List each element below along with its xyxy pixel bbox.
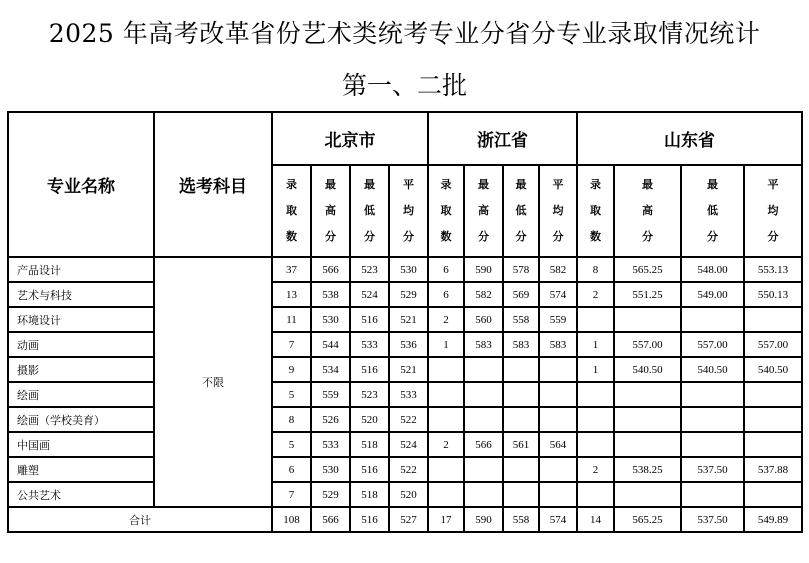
data-cell bbox=[464, 357, 503, 382]
subheader-char: 分 bbox=[767, 230, 779, 243]
data-cell bbox=[681, 382, 744, 407]
data-cell: 529 bbox=[311, 482, 350, 507]
subheader-char: 取 bbox=[590, 204, 601, 217]
data-cell: 6 bbox=[428, 282, 464, 307]
data-cell: 524 bbox=[350, 282, 389, 307]
data-cell: 569 bbox=[503, 282, 539, 307]
data-cell: 566 bbox=[311, 257, 350, 282]
data-cell: 550.13 bbox=[744, 282, 802, 307]
subject-requirement: 不限 bbox=[154, 257, 272, 507]
data-cell: 537.50 bbox=[681, 457, 744, 482]
major-name: 艺术与科技 bbox=[8, 282, 154, 307]
table-row bbox=[8, 307, 802, 332]
data-cell bbox=[503, 407, 539, 432]
data-cell: 13 bbox=[272, 282, 311, 307]
total-label: 合计 bbox=[8, 507, 272, 532]
subheader-char: 均 bbox=[552, 204, 564, 217]
data-cell bbox=[464, 482, 503, 507]
subheader-char: 数 bbox=[286, 230, 297, 243]
total-cell: 565.25 bbox=[614, 507, 681, 532]
subheader-char: 高 bbox=[642, 204, 653, 217]
data-cell bbox=[539, 482, 577, 507]
data-cell: 557.00 bbox=[744, 332, 802, 357]
data-cell: 524 bbox=[389, 432, 428, 457]
data-cell bbox=[614, 307, 681, 332]
data-cell: 538 bbox=[311, 282, 350, 307]
subheader-char: 低 bbox=[364, 204, 375, 217]
data-cell: 520 bbox=[389, 482, 428, 507]
data-cell: 1 bbox=[428, 332, 464, 357]
subheader-char: 平 bbox=[403, 178, 414, 191]
data-cell: 521 bbox=[389, 307, 428, 332]
major-name: 动画 bbox=[8, 332, 154, 357]
data-cell: 533 bbox=[311, 432, 350, 457]
total-cell: 108 bbox=[272, 507, 311, 532]
data-cell: 521 bbox=[389, 357, 428, 382]
data-cell bbox=[503, 457, 539, 482]
data-cell: 540.50 bbox=[614, 357, 681, 382]
subheader-char: 录 bbox=[286, 178, 297, 191]
data-cell bbox=[744, 432, 802, 457]
data-cell bbox=[428, 457, 464, 482]
data-cell bbox=[681, 482, 744, 507]
data-cell bbox=[744, 482, 802, 507]
data-cell: 8 bbox=[272, 407, 311, 432]
data-cell bbox=[577, 382, 614, 407]
subheader-count bbox=[428, 165, 464, 257]
total-cell: 549.89 bbox=[744, 507, 802, 532]
total-cell: 516 bbox=[350, 507, 389, 532]
data-cell: 5 bbox=[272, 382, 311, 407]
subheader-char: 分 bbox=[515, 230, 527, 243]
subheader-char: 分 bbox=[364, 230, 375, 243]
data-cell: 549.00 bbox=[681, 282, 744, 307]
data-cell: 559 bbox=[539, 307, 577, 332]
subheader-char: 录 bbox=[590, 178, 601, 191]
data-cell bbox=[577, 407, 614, 432]
data-cell: 561 bbox=[503, 432, 539, 457]
data-cell: 2 bbox=[428, 432, 464, 457]
table-row bbox=[8, 357, 802, 382]
subheader-char: 低 bbox=[515, 204, 527, 217]
data-cell: 553.13 bbox=[744, 257, 802, 282]
table-row bbox=[8, 457, 802, 482]
data-cell: 530 bbox=[311, 457, 350, 482]
subheader-char: 最 bbox=[364, 178, 375, 191]
data-cell: 559 bbox=[311, 382, 350, 407]
table-row bbox=[8, 432, 802, 457]
data-cell bbox=[428, 407, 464, 432]
admission-table bbox=[7, 111, 803, 533]
data-cell bbox=[577, 482, 614, 507]
data-cell: 583 bbox=[539, 332, 577, 357]
data-cell: 7 bbox=[272, 482, 311, 507]
data-cell: 530 bbox=[389, 257, 428, 282]
page-subtitle: 第一、二批 bbox=[341, 71, 467, 100]
data-cell: 520 bbox=[350, 407, 389, 432]
data-cell: 529 bbox=[389, 282, 428, 307]
data-cell bbox=[464, 382, 503, 407]
data-cell: 516 bbox=[350, 457, 389, 482]
data-cell: 566 bbox=[464, 432, 503, 457]
header-subject: 选考科目 bbox=[154, 112, 272, 257]
data-cell: 582 bbox=[464, 282, 503, 307]
data-cell: 7 bbox=[272, 332, 311, 357]
total-cell: 574 bbox=[539, 507, 577, 532]
data-cell: 534 bbox=[311, 357, 350, 382]
data-cell bbox=[428, 482, 464, 507]
data-cell: 6 bbox=[428, 257, 464, 282]
data-cell: 8 bbox=[577, 257, 614, 282]
data-cell: 516 bbox=[350, 307, 389, 332]
subheader-min bbox=[350, 165, 389, 257]
data-cell bbox=[744, 307, 802, 332]
data-cell bbox=[539, 357, 577, 382]
data-cell: 551.25 bbox=[614, 282, 681, 307]
subheader-char: 最 bbox=[642, 178, 653, 191]
data-cell bbox=[681, 307, 744, 332]
data-cell: 557.00 bbox=[681, 332, 744, 357]
data-cell: 558 bbox=[503, 307, 539, 332]
major-name: 绘画（学校美育） bbox=[8, 407, 154, 432]
data-cell: 583 bbox=[503, 332, 539, 357]
data-cell: 1 bbox=[577, 357, 614, 382]
data-cell: 590 bbox=[464, 257, 503, 282]
data-cell: 583 bbox=[464, 332, 503, 357]
data-cell bbox=[744, 382, 802, 407]
data-cell: 516 bbox=[350, 357, 389, 382]
subheader-char: 低 bbox=[707, 204, 718, 217]
total-cell: 590 bbox=[464, 507, 503, 532]
data-cell: 548.00 bbox=[681, 257, 744, 282]
data-cell: 6 bbox=[272, 457, 311, 482]
header-beijing: 北京市 bbox=[272, 112, 428, 165]
major-name: 环境设计 bbox=[8, 307, 154, 332]
data-cell: 557.00 bbox=[614, 332, 681, 357]
data-cell: 518 bbox=[350, 482, 389, 507]
data-cell bbox=[539, 457, 577, 482]
data-cell: 526 bbox=[311, 407, 350, 432]
data-cell: 9 bbox=[272, 357, 311, 382]
data-cell bbox=[614, 432, 681, 457]
data-cell: 37 bbox=[272, 257, 311, 282]
subheader-char: 数 bbox=[590, 230, 601, 243]
data-cell: 518 bbox=[350, 432, 389, 457]
subheader-char: 分 bbox=[478, 230, 489, 243]
data-cell: 560 bbox=[464, 307, 503, 332]
data-cell bbox=[614, 482, 681, 507]
data-cell bbox=[464, 457, 503, 482]
subheader-char: 均 bbox=[403, 204, 414, 217]
major-name: 雕塑 bbox=[8, 457, 154, 482]
data-cell: 11 bbox=[272, 307, 311, 332]
data-cell bbox=[614, 407, 681, 432]
major-name: 绘画 bbox=[8, 382, 154, 407]
subheader-char: 分 bbox=[403, 230, 414, 243]
subheader-char: 数 bbox=[440, 230, 452, 243]
total-cell: 558 bbox=[503, 507, 539, 532]
data-cell: 540.50 bbox=[744, 357, 802, 382]
data-cell: 2 bbox=[577, 457, 614, 482]
major-name: 摄影 bbox=[8, 357, 154, 382]
header-shandong: 山东省 bbox=[577, 112, 802, 165]
header-major: 专业名称 bbox=[8, 112, 154, 257]
subheader-char: 最 bbox=[515, 178, 527, 191]
data-cell: 538.25 bbox=[614, 457, 681, 482]
data-cell: 2 bbox=[428, 307, 464, 332]
subheader-max bbox=[614, 165, 681, 257]
subheader-char: 平 bbox=[767, 178, 779, 191]
total-row bbox=[8, 507, 802, 532]
major-name: 中国画 bbox=[8, 432, 154, 457]
subheader-char: 取 bbox=[286, 204, 297, 217]
table-row bbox=[8, 482, 802, 507]
data-cell bbox=[464, 407, 503, 432]
subheader-avg bbox=[389, 165, 428, 257]
subheader-min bbox=[681, 165, 744, 257]
data-cell bbox=[503, 357, 539, 382]
data-cell bbox=[428, 357, 464, 382]
data-cell: 2 bbox=[577, 282, 614, 307]
subheader-count bbox=[577, 165, 614, 257]
subheader-char: 高 bbox=[478, 204, 489, 217]
data-cell: 578 bbox=[503, 257, 539, 282]
data-cell bbox=[577, 307, 614, 332]
data-cell bbox=[503, 482, 539, 507]
subheader-char: 最 bbox=[478, 178, 489, 191]
subheader-max bbox=[464, 165, 503, 257]
data-cell: 574 bbox=[539, 282, 577, 307]
data-cell: 522 bbox=[389, 407, 428, 432]
major-name: 产品设计 bbox=[8, 257, 154, 282]
subheader-char: 录 bbox=[440, 178, 452, 191]
subheader-char: 高 bbox=[325, 204, 336, 217]
page-title: 2025 年高考改革省份艺术类统考专业分省分专业录取情况统计 bbox=[48, 19, 761, 48]
table-row bbox=[8, 257, 802, 282]
data-cell bbox=[539, 382, 577, 407]
subheader-max bbox=[311, 165, 350, 257]
subheader-char: 最 bbox=[325, 178, 336, 191]
data-cell bbox=[428, 382, 464, 407]
data-cell: 536 bbox=[389, 332, 428, 357]
subheader-char: 均 bbox=[767, 204, 779, 217]
data-cell: 533 bbox=[389, 382, 428, 407]
data-cell: 564 bbox=[539, 432, 577, 457]
data-cell bbox=[681, 432, 744, 457]
total-cell: 17 bbox=[428, 507, 464, 532]
subheader-char: 最 bbox=[707, 178, 718, 191]
table-row bbox=[8, 382, 802, 407]
data-cell: 1 bbox=[577, 332, 614, 357]
data-cell: 523 bbox=[350, 257, 389, 282]
data-cell: 582 bbox=[539, 257, 577, 282]
subheader-char: 取 bbox=[440, 204, 452, 217]
major-name: 公共艺术 bbox=[8, 482, 154, 507]
total-cell: 537.50 bbox=[681, 507, 744, 532]
subheader-avg bbox=[539, 165, 577, 257]
data-cell: 5 bbox=[272, 432, 311, 457]
data-cell: 540.50 bbox=[681, 357, 744, 382]
subheader-char: 平 bbox=[552, 178, 564, 191]
table-row bbox=[8, 332, 802, 357]
subheader-char: 分 bbox=[707, 230, 718, 243]
header-zhejiang: 浙江省 bbox=[428, 112, 577, 165]
data-cell: 533 bbox=[350, 332, 389, 357]
total-cell: 566 bbox=[311, 507, 350, 532]
data-cell: 523 bbox=[350, 382, 389, 407]
total-cell: 527 bbox=[389, 507, 428, 532]
subheader-char: 分 bbox=[552, 230, 564, 243]
subheader-avg bbox=[744, 165, 802, 257]
data-cell bbox=[744, 407, 802, 432]
subheader-char: 分 bbox=[325, 230, 336, 243]
subheader-char: 分 bbox=[642, 230, 653, 243]
data-cell bbox=[614, 382, 681, 407]
data-cell bbox=[577, 432, 614, 457]
total-cell: 14 bbox=[577, 507, 614, 532]
data-cell: 565.25 bbox=[614, 257, 681, 282]
data-cell: 544 bbox=[311, 332, 350, 357]
data-cell: 522 bbox=[389, 457, 428, 482]
data-cell: 530 bbox=[311, 307, 350, 332]
data-cell: 537.88 bbox=[744, 457, 802, 482]
table-row bbox=[8, 407, 802, 432]
subheader-count bbox=[272, 165, 311, 257]
subheader-min bbox=[503, 165, 539, 257]
data-cell bbox=[681, 407, 744, 432]
table-row bbox=[8, 282, 802, 307]
data-cell bbox=[503, 382, 539, 407]
data-cell bbox=[539, 407, 577, 432]
